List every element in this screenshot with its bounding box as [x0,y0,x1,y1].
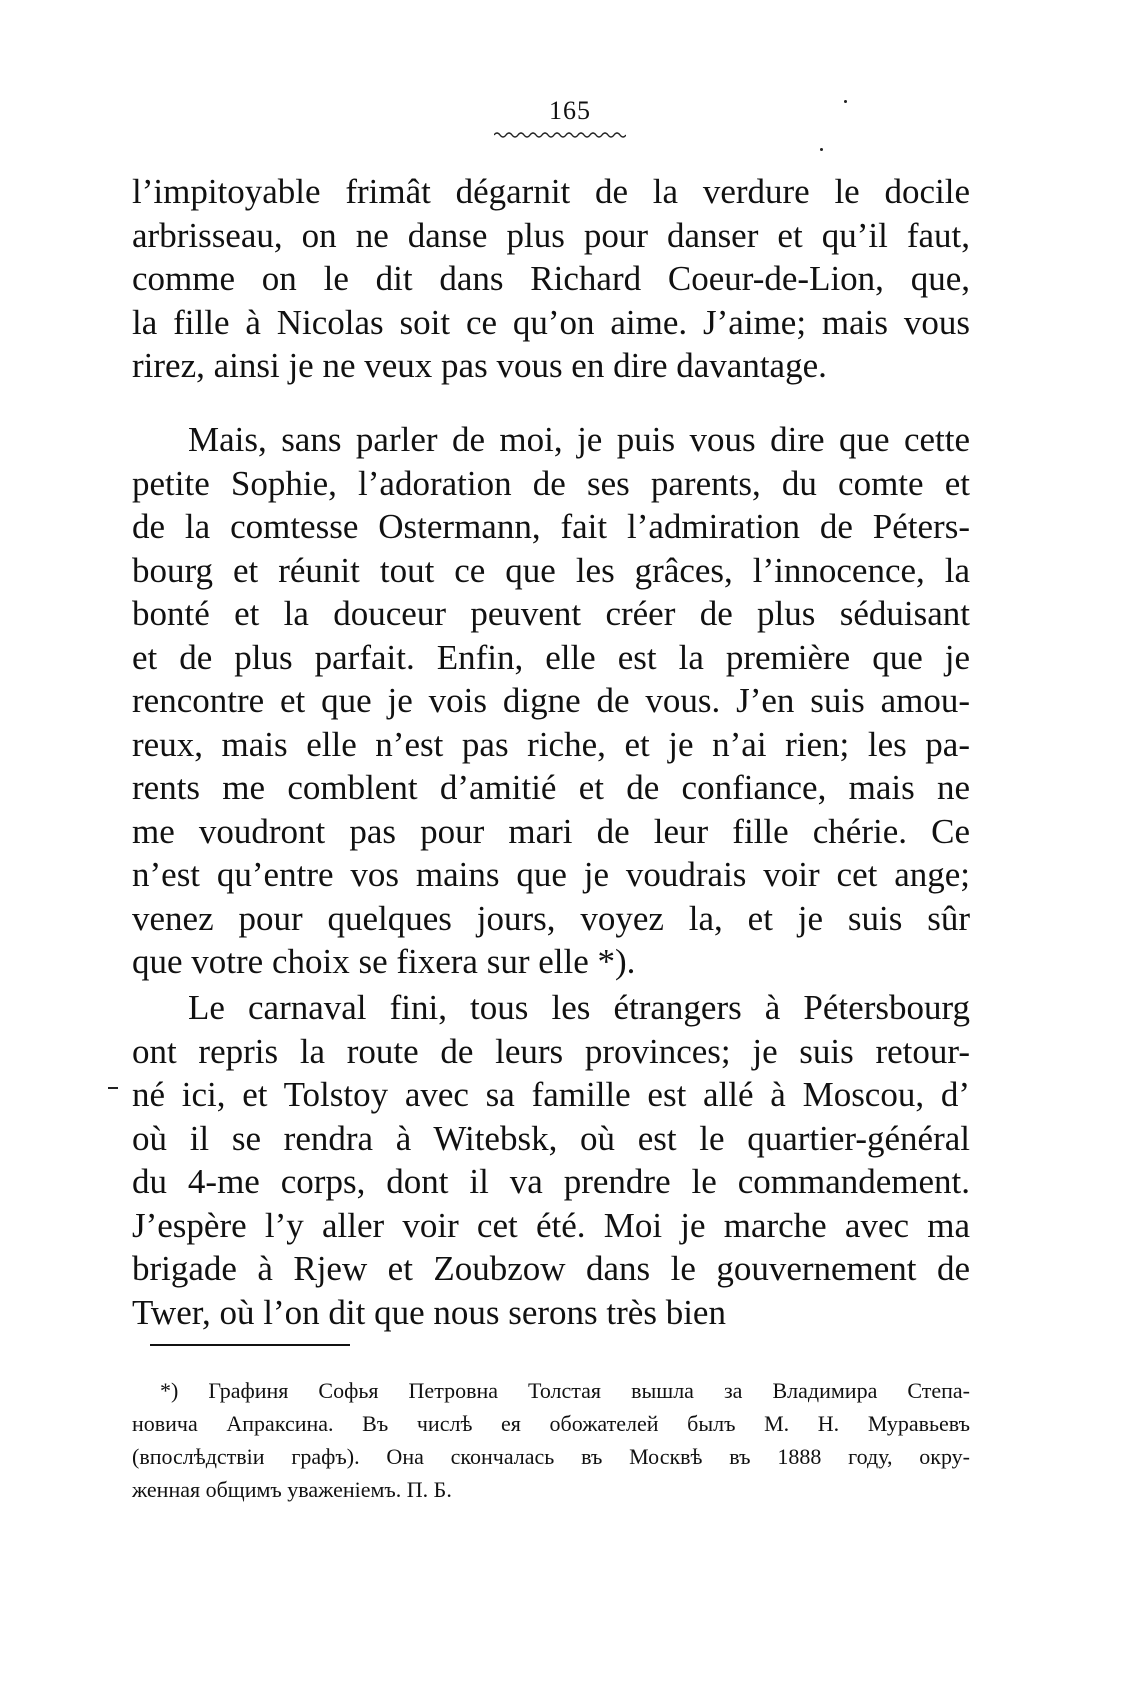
text-line: où il se rendra à Witebsk, où est le quartier-général [132,1118,970,1158]
text-line: n’est qu’entre vos mains que je voudrais voir cet ange; [132,855,970,894]
text-line: né ici, et Tolstoy avec sa famille est allé à Moscou, d’ [132,1075,970,1114]
footnote-line: (впослѣдствіи графъ). Она скончалась въ Москвѣ въ 1888 году, окру- [132,1444,970,1469]
footnote-line: *) Графиня Софья Петровна Толстая вышла за Владимира Степа- [160,1378,970,1403]
text-line: bonté et la douceur peuvent créer de plus séduisant [132,594,970,633]
text-line: comme on le dit dans Richard Coeur-de-Lion, que, [132,259,970,298]
text-line: Twer, où l’on dit que nous serons très bien [132,1292,726,1332]
text-line: et de plus parfait. Enfin, elle est la première que je [132,637,970,677]
print-speck [844,100,847,103]
text-line: reux, mais elle n’est pas riche, et je n’ai rien; les pa- [132,724,970,764]
text-line: petite Sophie, l’adoration de ses parents, du comte et [132,463,970,503]
text-line: venez pour quelques jours, voyez la, et je suis sûr [132,898,970,938]
paragraph-3 [132,986,970,1334]
text-line: du 4-me corps, dont il va prendre le commandement. [132,1162,970,1201]
text-line: J’espère l’y aller voir cet été. Moi je marche avec ma [132,1205,970,1245]
footnote-line: новича Апраксина. Въ числѣ ея обожателей былъ М. Н. Муравьевъ [132,1411,970,1436]
text-line: l’impitoyable frimât dégarnit de la verdure le docile [132,172,970,211]
text-line: de la comtesse Ostermann, fait l’admiration de Péters- [132,507,970,546]
page-number-wavy-rule [494,131,626,139]
text-line: rirez, ainsi je ne veux pas vous en dire davantage. [132,346,827,385]
text-line: brigade à Rjew et Zoubzow dans le gouvernement de [132,1249,970,1288]
text-line: arbrisseau, on ne danse plus pour danser et qu’il faut, [132,215,970,255]
text-line: rents me comblent d’amitié et de confiance, mais ne [132,768,970,807]
paragraph-2 [132,418,970,984]
text-line: Le carnaval fini, tous les étrangers à Pétersbourg [188,988,970,1027]
text-line: rencontre et que je vois digne de vous. J’en suis amou- [132,681,970,720]
footnote-divider [150,1344,350,1346]
text-line: ont repris la route de leurs provinces; je suis retour- [132,1031,970,1071]
text-line: que votre choix se fixera sur elle *). [132,942,636,981]
text-line: me voudront pas pour mari de leur fille chérie. Ce [132,811,970,851]
page-number: 165 [549,96,591,125]
footnote-line: женная общимъ уваженіемъ. П. Б. [132,1477,452,1502]
footnote [132,1374,970,1506]
print-speck [820,148,823,151]
text-line: la fille à Nicolas soit ce qu’on aime. J’aime; mais vous [132,302,970,342]
paragraph-1 [132,170,970,388]
text-line: Mais, sans parler de moi, je puis vous dire que cette [188,420,970,459]
text-line: bourg et réunit tout ce que les grâces, l’innocence, la [132,550,970,590]
print-speck [108,1087,118,1089]
